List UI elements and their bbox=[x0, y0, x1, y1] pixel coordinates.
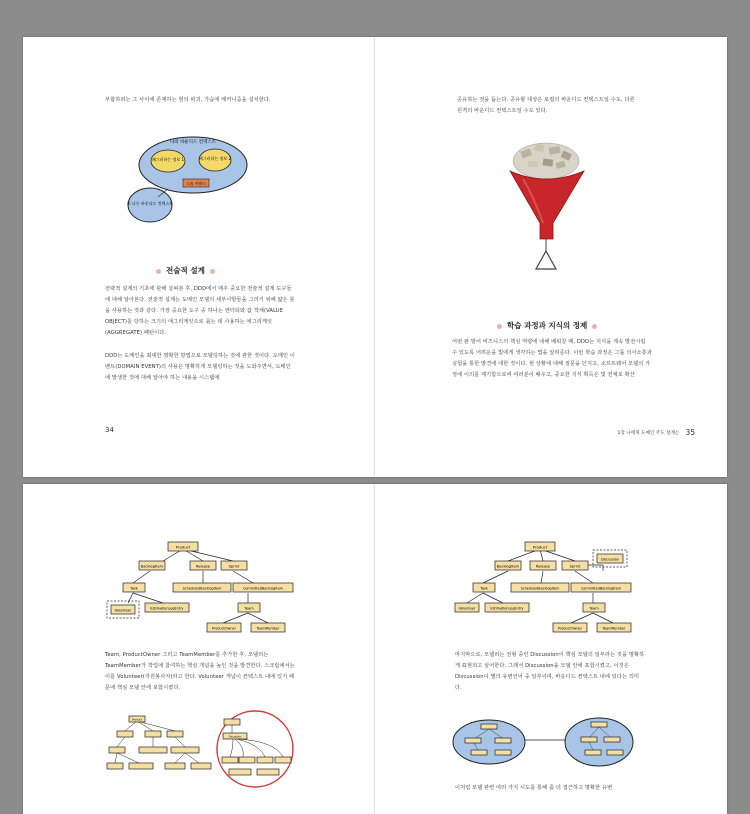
left-tree-l1-c: Sprint bbox=[228, 564, 240, 569]
right-tree-l3-b: EstimationLogEntry bbox=[490, 606, 524, 611]
right-tree-l1-b: Release bbox=[535, 564, 551, 569]
inner-left-label: 패그러하는 정보 1 bbox=[151, 157, 185, 162]
section-heading-learning: 학습 과정과 지식의 정제 bbox=[492, 320, 602, 331]
left-tree-l2-d: Team bbox=[244, 606, 254, 611]
left-tree-l2-a: Task bbox=[130, 586, 138, 591]
page-35-top-text: 공유하는 것을 돕는다. 공유할 대상은 로컬의 바운디드 컨텍스트일 수도, 다른 원격의 바운디드 컨텍스트일 수도 있다. bbox=[457, 97, 635, 114]
domain-model-tree-right bbox=[453, 539, 653, 644]
page-number-35: 35 bbox=[685, 428, 695, 437]
right-tree-l1-a: BacklogItem bbox=[496, 564, 520, 569]
page-34-paragraph-2: DDD는 도메인을 최대한 명확한 방법으로 모델링하는 것에 관한 것이다. 도메인 이벤트(DOMAIN EVENT)의 사용은 명확하게 모델링하는 것을 도와주면서, 도메인에 발생한 것에 대해 알아야 하는 내용을 시스템에 bbox=[105, 353, 295, 381]
left-tree-l3-c: ProductOwner bbox=[212, 626, 236, 631]
other-context-label: 또 다른 바운디드 컨텍스트 bbox=[126, 201, 174, 206]
right-tree-l1-c: Sprint bbox=[569, 564, 581, 569]
left-tree-l1-b: Release bbox=[195, 564, 211, 569]
running-head: 1장 나에게 도메인 주도 설계는 35 bbox=[617, 428, 695, 437]
bounded-context-diagram bbox=[123, 127, 273, 277]
right-tree-l3-d: TeamMember bbox=[602, 626, 626, 631]
right-tree-l2-d: Team bbox=[589, 606, 599, 611]
right-tree-l3-c: ProductOwner bbox=[558, 626, 582, 631]
page-34-top-text: 부합하려는 그 사이에 존재하는 현의 파괴, 가습에 메커니즘을 설치한다. bbox=[105, 97, 271, 103]
left-tree-l2-c: CommittedBacklogItem bbox=[242, 586, 284, 591]
page-35 bbox=[375, 37, 727, 477]
section-heading-tactical: 전술적 설계 bbox=[151, 265, 220, 276]
outer-context-label: 나의 바운디드 컨텍스트 bbox=[169, 140, 217, 145]
page-37-paragraph: 마지막으로, 모델러는 전형 중인 Discussion이 핵심 모델의 일부라는 것을 명확하게 표현되고 싶어한다. 그래서 Discussion을 모델 안에 포함시켰고, 이것은 Discussion이 별의 유변언어 중 일부이며, 바운디드 컨텍스트 내에 있다는 의미다. bbox=[455, 652, 645, 691]
connector-label: 드롭 어댑터 bbox=[186, 181, 206, 186]
mini-root-label: Product bbox=[132, 718, 142, 722]
page-36 bbox=[23, 484, 375, 814]
right-tree-l2-b: ScheduledBacklogItem bbox=[520, 586, 560, 591]
knowledge-funnel-illustration bbox=[493, 135, 603, 285]
page-number-34: 34 bbox=[105, 426, 114, 434]
context-map-diagram bbox=[449, 712, 649, 782]
page-37-bottom-text: 이처럼 모델 관련 여러 가지 시도를 통해 좀 더 접근하고 명확한 유변 bbox=[455, 785, 613, 791]
page-37 bbox=[375, 484, 727, 814]
page-34-paragraph-1: 전략적 설계의 기초에 관해 살펴본 후, DDD에서 매우 중요한 전술적 설계 도구들에 대해 알아본다. 전술적 설계는 도메인 모델의 세부사항들을 그리기 위해 얇은 붓을 사용하는 것과 같다. 가장 중요한 도구 중 하나는 엔터티와 값 객체(VALUE OBJECT)를 당하는 크기의 애그리게잇으로 묶는 데 사용하는 애그리게잇(AGGREGATE) 패턴이다. bbox=[105, 286, 295, 336]
right-tree-l1-d: Discussion bbox=[600, 557, 620, 562]
domain-model-tree-left bbox=[103, 539, 303, 644]
right-tree-l3-a: Volunteer bbox=[458, 606, 476, 611]
page-36-paragraph: Team, ProductOwner 그리고 TeamMember를 추가한 후, 모델러는 TeamMember가 작업에 참여하는 핵심 개념을 높인 것을 발견한다. 스크럼에서는 이를 Volunteer(자원봉사자)라고 한다. Volunteer 개념이 컨텍스트 내에 있기 때문에 핵심 모델 안에 포함시켰다. bbox=[105, 652, 295, 691]
inner-right-label: 패그러하는 정보 2 bbox=[198, 156, 232, 161]
left-tree-root: Product bbox=[175, 544, 191, 550]
mini-model-diagrams bbox=[105, 709, 295, 799]
page-35-paragraph: 어떤 판 말어 비즈니스의 핵심 역량에 대해 배워갈 때, DDD는 지식을 계속 발전시킬 수 있도록 어려운을 빛에게 생각하는 법을 알려준다. 이런 학습 과정은 그룹 의사소통과 실험을 통한 발견에 대한 것이다. 현 상황에 대해 질문을 던지고, 소프트웨어 모델의 가정에 이의를 제기함으로써 여러분이 배우고, 중요한 지식 획득은 빛 전체로 확산 bbox=[452, 339, 652, 378]
mini-discussion-label: Discussion bbox=[228, 735, 242, 739]
left-tree-l1-a: BacklogItem bbox=[140, 564, 164, 569]
right-tree-l2-c: CommittedBacklogItem bbox=[580, 586, 622, 591]
left-tree-l3-a: Volunteer bbox=[114, 608, 132, 613]
left-tree-l3-d: TeamMember bbox=[256, 626, 280, 631]
right-tree-l2-a: Task bbox=[480, 586, 488, 591]
left-tree-l2-b: ScheduledBacklogItem bbox=[182, 586, 222, 591]
page-34 bbox=[23, 37, 375, 477]
right-tree-root: Product bbox=[532, 544, 548, 550]
left-tree-l3-b: EstimationLogEntry bbox=[150, 606, 184, 611]
